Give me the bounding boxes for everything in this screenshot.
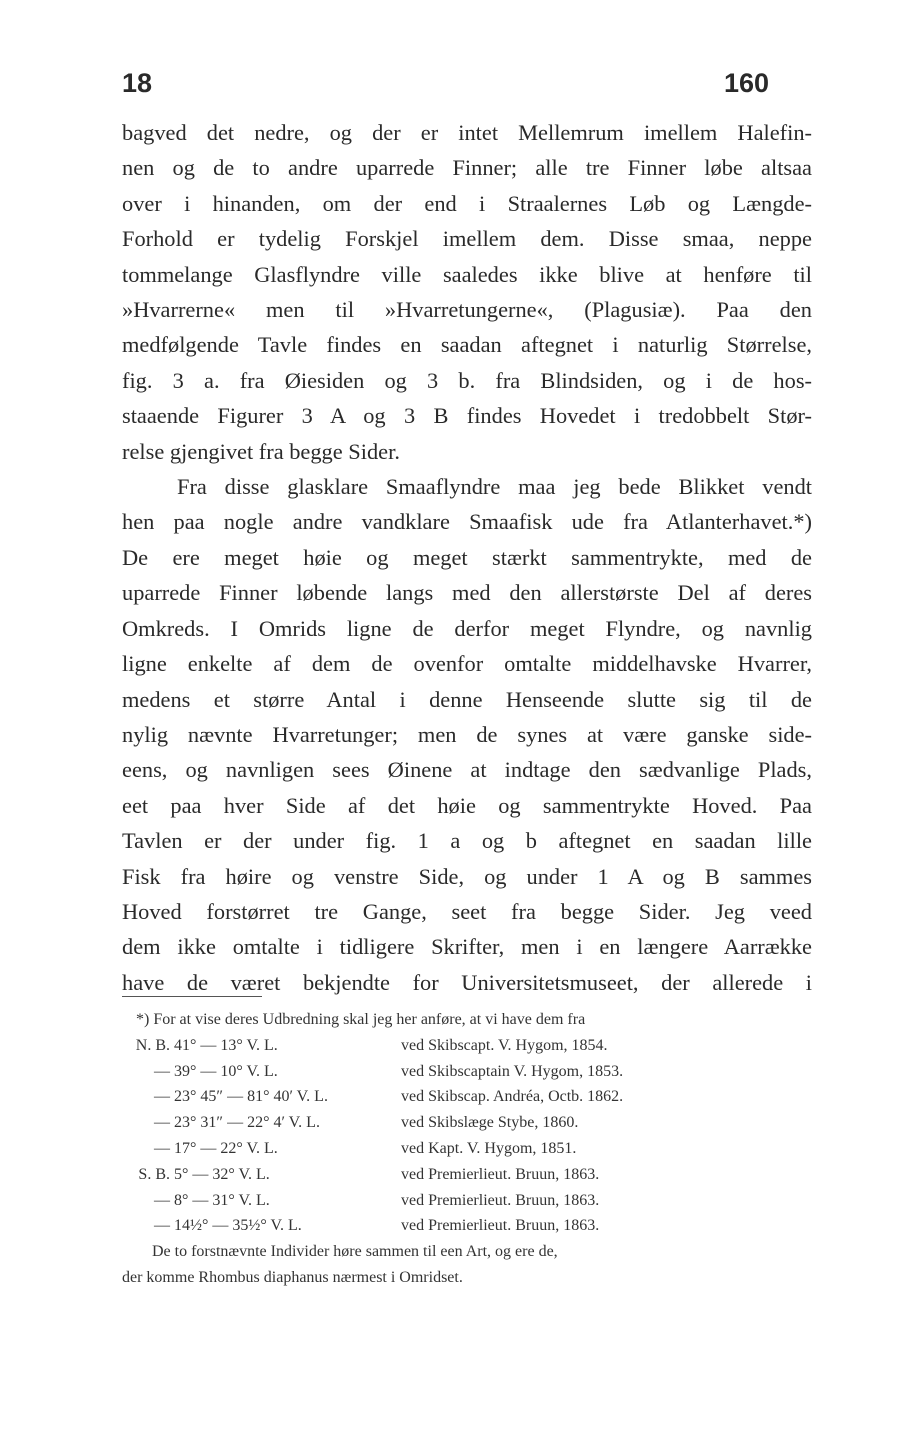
footnote-row: S. B. 5° — 32° V. L. ved Premierlieut. Bruun, 1863. — [138, 1165, 600, 1183]
footnote-closing: De to forstnævnte Individer høre sammen til een Art, og ere de, — [152, 1243, 558, 1261]
body-line: Tavlen er der under fig. 1 a og b aftegnet en saadan lille — [122, 828, 812, 854]
body-line: nylig nævnte Hvarretunger; men de synes at være ganske side- — [122, 721, 812, 747]
page-number-left: 18 — [122, 68, 153, 98]
body-line: hen paa nogle andre vandklare Smaafisk ude fra Atlanterhavet.*) — [122, 509, 812, 535]
footnote-row: — 14½° — 35½° V. L. ved Premierlieut. Bruun, 1863. — [154, 1217, 600, 1235]
body-line: Hoved forstørret tre Gange, seet fra begge Sider. Jeg veed — [122, 898, 812, 924]
footnote-intro: *) For at vise deres Udbredning skal jeg her anføre, at vi have dem fra — [136, 1011, 586, 1028]
body-line: fig. 3 a. fra Øiesiden og 3 b. fra Blindsiden, og i de hos- — [122, 367, 812, 393]
footnote — [122, 1007, 822, 1291]
footnote-row: — 23° 31″ — 22° 4′ V. L. ved Skibslæge Stybe, 1860. — [154, 1114, 579, 1132]
body-line: eet paa hver Side af det høie og sammentrykte Hoved. Paa — [122, 792, 812, 818]
body-line: eens, og navnligen sees Øinene at indtage den sædvanlige Plads, — [122, 757, 812, 783]
body-line: dem ikke omtalte i tidligere Skrifter, men i en længere Aarrække — [122, 934, 812, 960]
body-line: uparrede Finner løbende langs med den allerstørste Del af deres — [122, 580, 812, 606]
body-line: have de været bekjendte for Universitetsmuseet, der allerede i — [122, 969, 812, 995]
body-line: Fra disse glasklare Smaaflyndre maa jeg bede Blikket vendt — [177, 474, 812, 500]
body-line: tommelange Glasflyndre ville saaledes ikke blive at henføre til — [122, 261, 812, 287]
body-line: »Hvarrerne« men til »Hvarretungerne«, (Plagusiæ). Paa den — [122, 297, 812, 323]
footnote-row: — 17° — 22° V. L. ved Kapt. V. Hygom, 1851. — [154, 1139, 577, 1157]
body-line: medfølgende Tavle findes en saadan aftegnet i naturlig Størrelse, — [122, 332, 812, 358]
body-line: relse gjengivet fra begge Sider. — [122, 438, 400, 464]
footnote-row: — 8° — 31° V. L. ved Premierlieut. Bruun, 1863. — [154, 1191, 600, 1209]
footnote-rule — [122, 996, 262, 997]
footnote-row: — 23° 45″ — 81° 40′ V. L. ved Skibscap. Andréa, Octb. 1862. — [154, 1088, 624, 1106]
body-line: Omkreds. I Omrids ligne de derfor meget Flyndre, og navnlig — [122, 615, 812, 641]
body-line: Fisk fra høire og venstre Side, og under 1 A og B sammes — [122, 863, 812, 889]
body-line: ligne enkelte af dem de ovenfor omtalte middelhavske Hvarrer, — [122, 651, 812, 677]
body-line: medens et større Antal i denne Henseende slutte sig til de — [122, 686, 812, 712]
body-line: bagved det nedre, og der er intet Mellemrum imellem Halefin- — [122, 120, 812, 145]
body-line: Forhold er tydelig Forskjel imellem dem. Disse smaa, neppe — [122, 226, 812, 252]
footnote-closing: der komme Rhombus diaphanus nærmest i Omridset. — [122, 1268, 463, 1286]
footnote-row: N. B. 41° — 13° V. L. ved Skibscapt. V. Hygom, 1854. — [135, 1036, 608, 1054]
footnote-row: — 39° — 10° V. L. ved Skibscaptain V. Hygom, 1853. — [154, 1062, 624, 1080]
body-line: nen og de to andre uparrede Finner; alle tre Finner løbe altsaa — [122, 155, 812, 181]
body-line: De ere meget høie og meget stærkt sammentrykte, med de — [122, 544, 812, 570]
page-number-right: 160 — [724, 68, 770, 98]
body-text — [122, 115, 812, 1000]
body-line: staaende Figurer 3 A og 3 B findes Hovedet i tredobbelt Stør- — [122, 403, 812, 429]
body-line: over i hinanden, om der end i Straalernes Løb og Længde- — [122, 190, 812, 216]
